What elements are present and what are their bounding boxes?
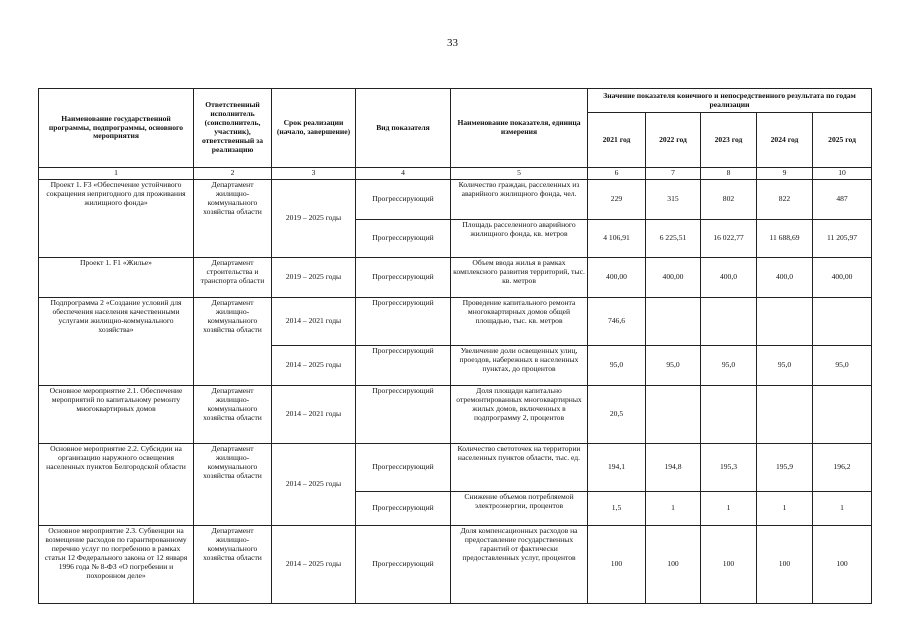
value-cell: 6 225,51	[646, 219, 701, 257]
table-row	[39, 257, 872, 297]
header-year: 2023 год	[701, 113, 757, 168]
indicator-type: Прогрессирующий	[356, 219, 451, 257]
header-year: 2021 год	[588, 113, 646, 168]
program-name: Проект 1. F1 «Жилье»	[39, 257, 194, 297]
indicator-type: Прогрессирующий	[356, 525, 451, 603]
value-cell: 100	[701, 525, 757, 603]
period: 2019 – 2025 годы	[272, 257, 356, 297]
value-cell: 487	[813, 179, 872, 219]
page-number: 33	[447, 37, 458, 49]
value-cell: 1	[757, 491, 813, 525]
value-cell: 100	[813, 525, 872, 603]
column-number: 1	[39, 168, 194, 180]
period: 2014 – 2021 годы	[272, 297, 356, 345]
value-cell	[701, 385, 757, 443]
header-values-group: Значение показателя конечного и непосредственного результата по годам реализации	[588, 89, 872, 113]
executor-name: Департамент жилищно-коммунального хозяйства области	[194, 525, 272, 603]
value-cell: 95,0	[813, 345, 872, 385]
executor-name: Департамент жилищно-коммунального хозяйства области	[194, 443, 272, 525]
value-cell	[701, 297, 757, 345]
program-name: Основное мероприятие 2.2. Субсидии на организацию наружного освещения населенных пунктов Белгородской области	[39, 443, 194, 525]
header-program: Наименование государственной программы, подпрограммы, основного мероприятия	[39, 89, 194, 168]
value-cell: 1	[646, 491, 701, 525]
column-number: 8	[701, 168, 757, 180]
indicator-name: Доля компенсационных расходов на предоставление государственных гарантий от фактически предоставленных услуг, процентов	[451, 525, 588, 603]
period: 2014 – 2025 годы	[272, 443, 356, 525]
value-cell: 100	[646, 525, 701, 603]
value-cell: 95,0	[701, 345, 757, 385]
table-row	[39, 179, 872, 219]
indicator-type: Прогрессирующий	[356, 491, 451, 525]
value-cell: 11 688,69	[757, 219, 813, 257]
program-name: Проект 1. F3 «Обеспечение устойчивого сокращения непригодного для проживания жилищного фонда»	[39, 179, 194, 257]
table-row	[39, 297, 872, 345]
value-cell	[646, 385, 701, 443]
executor-name: Департамент жилищно-коммунального хозяйства области	[194, 297, 272, 385]
header-executor: Ответственный исполнитель (соисполнитель, участник), ответственный за реализацию	[194, 89, 272, 168]
header-period: Срок реализации (начало, завершение)	[272, 89, 356, 168]
period: 2014 – 2025 годы	[272, 345, 356, 385]
value-cell: 20,5	[588, 385, 646, 443]
value-cell: 11 205,97	[813, 219, 872, 257]
value-cell	[646, 297, 701, 345]
indicators-table	[38, 88, 872, 604]
indicator-name: Увеличение доли освещенных улиц, проездов, набережных в населенных пунктах, до процентов	[451, 345, 588, 385]
indicator-type: Прогрессирующий	[356, 385, 451, 443]
value-cell: 100	[757, 525, 813, 603]
header-year: 2022 год	[646, 113, 701, 168]
value-cell: 400,0	[701, 257, 757, 297]
indicator-name: Количество светоточек на территории населенных пунктов области, тыс. ед.	[451, 443, 588, 491]
indicator-name: Доля площади капитально отремонтированных многоквартирных жилых домов, включенных в подпрограмму 2, процентов	[451, 385, 588, 443]
value-cell: 1	[813, 491, 872, 525]
column-number-row	[39, 168, 872, 180]
column-number: 10	[813, 168, 872, 180]
indicator-name: Снижение объемов потребляемой электроэнергии, процентов	[451, 491, 588, 525]
value-cell: 400,00	[646, 257, 701, 297]
column-number: 4	[356, 168, 451, 180]
program-name: Основное мероприятие 2.1. Обеспечение мероприятий по капитальному ремонту многоквартирных домов	[39, 385, 194, 443]
indicator-type: Прогрессирующий	[356, 179, 451, 219]
value-cell: 400,0	[757, 257, 813, 297]
column-number: 6	[588, 168, 646, 180]
column-number: 3	[272, 168, 356, 180]
executor-name: Департамент строительства и транспорта области	[194, 257, 272, 297]
header-year: 2024 год	[757, 113, 813, 168]
value-cell: 1	[701, 491, 757, 525]
value-cell: 195,3	[701, 443, 757, 491]
period: 2019 – 2025 годы	[272, 179, 356, 257]
table-row	[39, 385, 872, 443]
executor-name: Департамент жилищно-коммунального хозяйства области	[194, 385, 272, 443]
program-name: Подпрограмма 2 «Создание условий для обеспечения населения качественными услугами жилищно-коммунального хозяйства»	[39, 297, 194, 385]
table-row	[39, 443, 872, 491]
value-cell: 400,00	[813, 257, 872, 297]
column-number: 5	[451, 168, 588, 180]
value-cell: 194,1	[588, 443, 646, 491]
executor-name: Департамент жилищно-коммунального хозяйства области	[194, 179, 272, 257]
value-cell: 4 106,91	[588, 219, 646, 257]
indicator-name: Количество граждан, расселенных из аварийного жилищного фонда, чел.	[451, 179, 588, 219]
period: 2014 – 2021 годы	[272, 385, 356, 443]
value-cell: 196,2	[813, 443, 872, 491]
value-cell: 802	[701, 179, 757, 219]
value-cell	[813, 297, 872, 345]
header-indicator-type: Вид показателя	[356, 89, 451, 168]
value-cell: 95,0	[757, 345, 813, 385]
indicator-type: Прогрессирующий	[356, 345, 451, 385]
period: 2014 – 2025 годы	[272, 525, 356, 603]
indicator-name: Площадь расселенного аварийного жилищного фонда, кв. метров	[451, 219, 588, 257]
value-cell: 194,8	[646, 443, 701, 491]
value-cell: 195,9	[757, 443, 813, 491]
indicator-name: Объем ввода жилья в рамках комплексного развития территорий, тыс. кв. метров	[451, 257, 588, 297]
value-cell: 822	[757, 179, 813, 219]
column-number: 2	[194, 168, 272, 180]
value-cell: 746,6	[588, 297, 646, 345]
indicator-type: Прогрессирующий	[356, 443, 451, 491]
program-name: Основное мероприятие 2.3. Субвенции на возмещение расходов по гарантированному перечню услуг по погребению в рамках статьи 12 Федерального закона от 12 января 1996 года № 8-ФЗ «О погребении и похоронном деле»	[39, 525, 194, 603]
header-indicator-name: Наименование показателя, единица измерения	[451, 89, 588, 168]
value-cell: 16 022,77	[701, 219, 757, 257]
value-cell	[813, 385, 872, 443]
indicator-name: Проведение капитального ремонта многоквартирных домов общей площадью, тыс. кв. метров	[451, 297, 588, 345]
table-row	[39, 525, 872, 603]
indicator-type: Прогрессирующий	[356, 297, 451, 345]
column-number: 7	[646, 168, 701, 180]
value-cell: 95,0	[588, 345, 646, 385]
indicator-type: Прогрессирующий	[356, 257, 451, 297]
value-cell: 229	[588, 179, 646, 219]
value-cell: 1,5	[588, 491, 646, 525]
value-cell: 100	[588, 525, 646, 603]
header-year: 2025 год	[813, 113, 872, 168]
value-cell: 315	[646, 179, 701, 219]
value-cell: 400,00	[588, 257, 646, 297]
value-cell: 95,0	[646, 345, 701, 385]
value-cell	[757, 385, 813, 443]
column-number: 9	[757, 168, 813, 180]
value-cell	[757, 297, 813, 345]
